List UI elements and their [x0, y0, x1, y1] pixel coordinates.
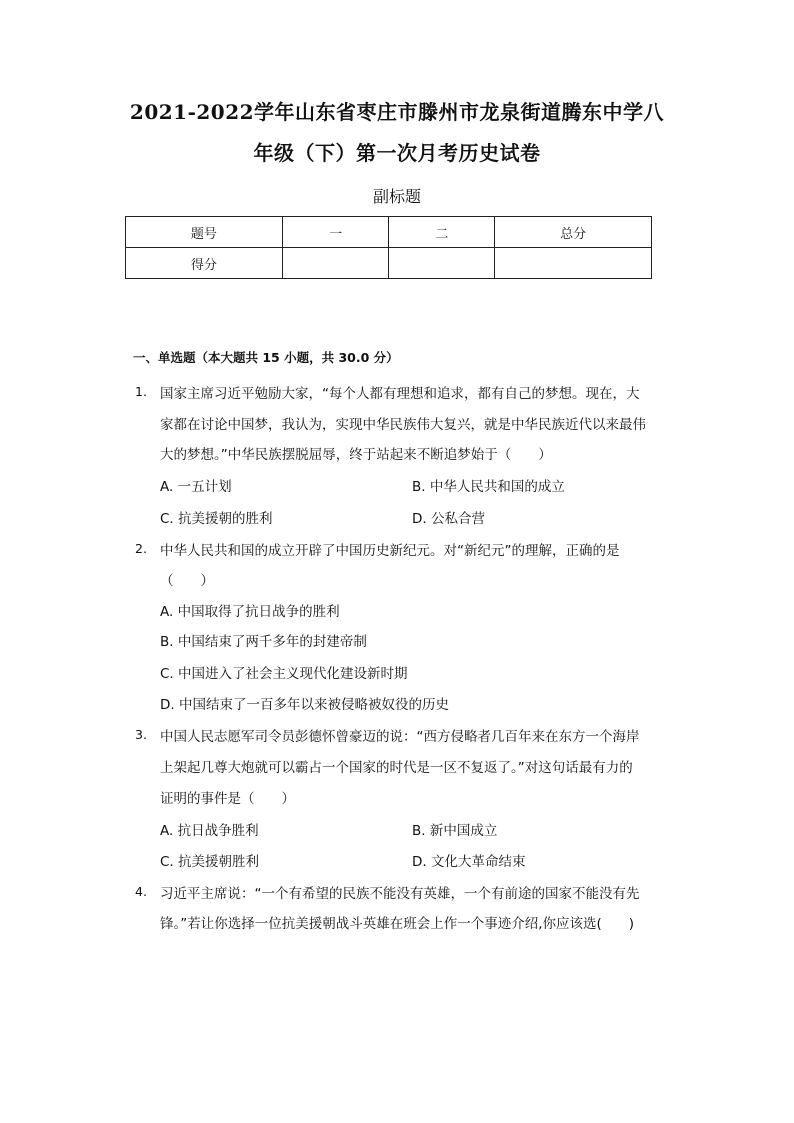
- option-b[interactable]: B. 中国结束了两千多年的封建帝制: [160, 634, 367, 650]
- question-text-line: 大的梦想。”中华民族摆脱屈辱，终于站起来不断追梦始于（ ）: [160, 447, 552, 463]
- score-table-header-row: [126, 217, 652, 248]
- question-text-line: 国家主席习近平勉励大家，“每个人都有理想和追求，都有自己的梦想。现在，大: [160, 386, 640, 402]
- score-header-part-2: 二: [389, 217, 495, 248]
- question-number: 4.: [135, 884, 147, 899]
- score-cell-total[interactable]: [495, 248, 652, 279]
- option-a[interactable]: A. 一五计划: [160, 479, 232, 495]
- option-d[interactable]: D. 中国结束了一百多年以来被侵略被奴役的历史: [160, 697, 449, 713]
- question-text-line: 中华人民共和国的成立开辟了中国历史新纪元。对“新纪元”的理解，正确的是: [160, 543, 620, 559]
- option-c[interactable]: C. 中国进入了社会主义现代化建设新时期: [160, 666, 408, 682]
- score-row-label: 得分: [126, 248, 283, 279]
- question-text-line: 锋。”若让你选择一位抗美援朝战斗英雄在班会上作一个事迹介绍,你应该选( ): [160, 916, 635, 932]
- question-text-line: 证明的事件是（ ）: [160, 791, 295, 807]
- question-text-line: 中国人民志愿军司令员彭德怀曾豪迈的说：“西方侵略者几百年来在东方一个海岸: [160, 729, 640, 745]
- score-header-total: 总分: [495, 217, 652, 248]
- option-d[interactable]: D. 公私合营: [412, 511, 485, 527]
- option-a[interactable]: A. 中国取得了抗日战争的胜利: [160, 604, 340, 620]
- score-table: [125, 216, 652, 279]
- option-c[interactable]: C. 抗美援朝的胜利: [160, 511, 273, 527]
- score-cell-part-2[interactable]: [389, 248, 495, 279]
- question-number: 1.: [135, 384, 147, 399]
- question-text-line: 习近平主席说：“一个有希望的民族不能没有英雄，一个有前途的国家不能没有先: [160, 886, 640, 902]
- option-b[interactable]: B. 新中国成立: [412, 823, 498, 839]
- question-text-line: 家都在讨论中国梦，我认为，实现中华民族伟大复兴，就是中华民族近代以来最伟: [160, 417, 646, 433]
- option-d[interactable]: D. 文化大革命结束: [412, 854, 526, 870]
- option-b[interactable]: B. 中华人民共和国的成立: [412, 479, 565, 495]
- score-cell-part-1[interactable]: [282, 248, 389, 279]
- exam-title-line-2: 年级（下）第一次月考历史试卷: [253, 141, 541, 165]
- exam-subtitle: 副标题: [372, 187, 421, 206]
- question-text-line: （ ）: [160, 573, 214, 589]
- question-number: 2.: [135, 541, 147, 556]
- option-a[interactable]: A. 抗日战争胜利: [160, 823, 259, 839]
- score-table-score-row: [126, 248, 652, 279]
- exam-title-line-1: 2021-2022学年山东省枣庄市滕州市龙泉街道腾东中学八: [129, 100, 665, 124]
- score-header-question-no: 题号: [126, 217, 283, 248]
- question-number: 3.: [135, 727, 147, 742]
- section-heading: 一、单选题（本大题共 15 小题，共 30.0 分）: [133, 350, 399, 365]
- option-c[interactable]: C. 抗美援朝胜利: [160, 854, 260, 870]
- score-header-part-1: 一: [282, 217, 389, 248]
- question-text-line: 上架起几尊大炮就可以霸占一个国家的时代是一区不复返了。”对这句话最有力的: [160, 760, 633, 776]
